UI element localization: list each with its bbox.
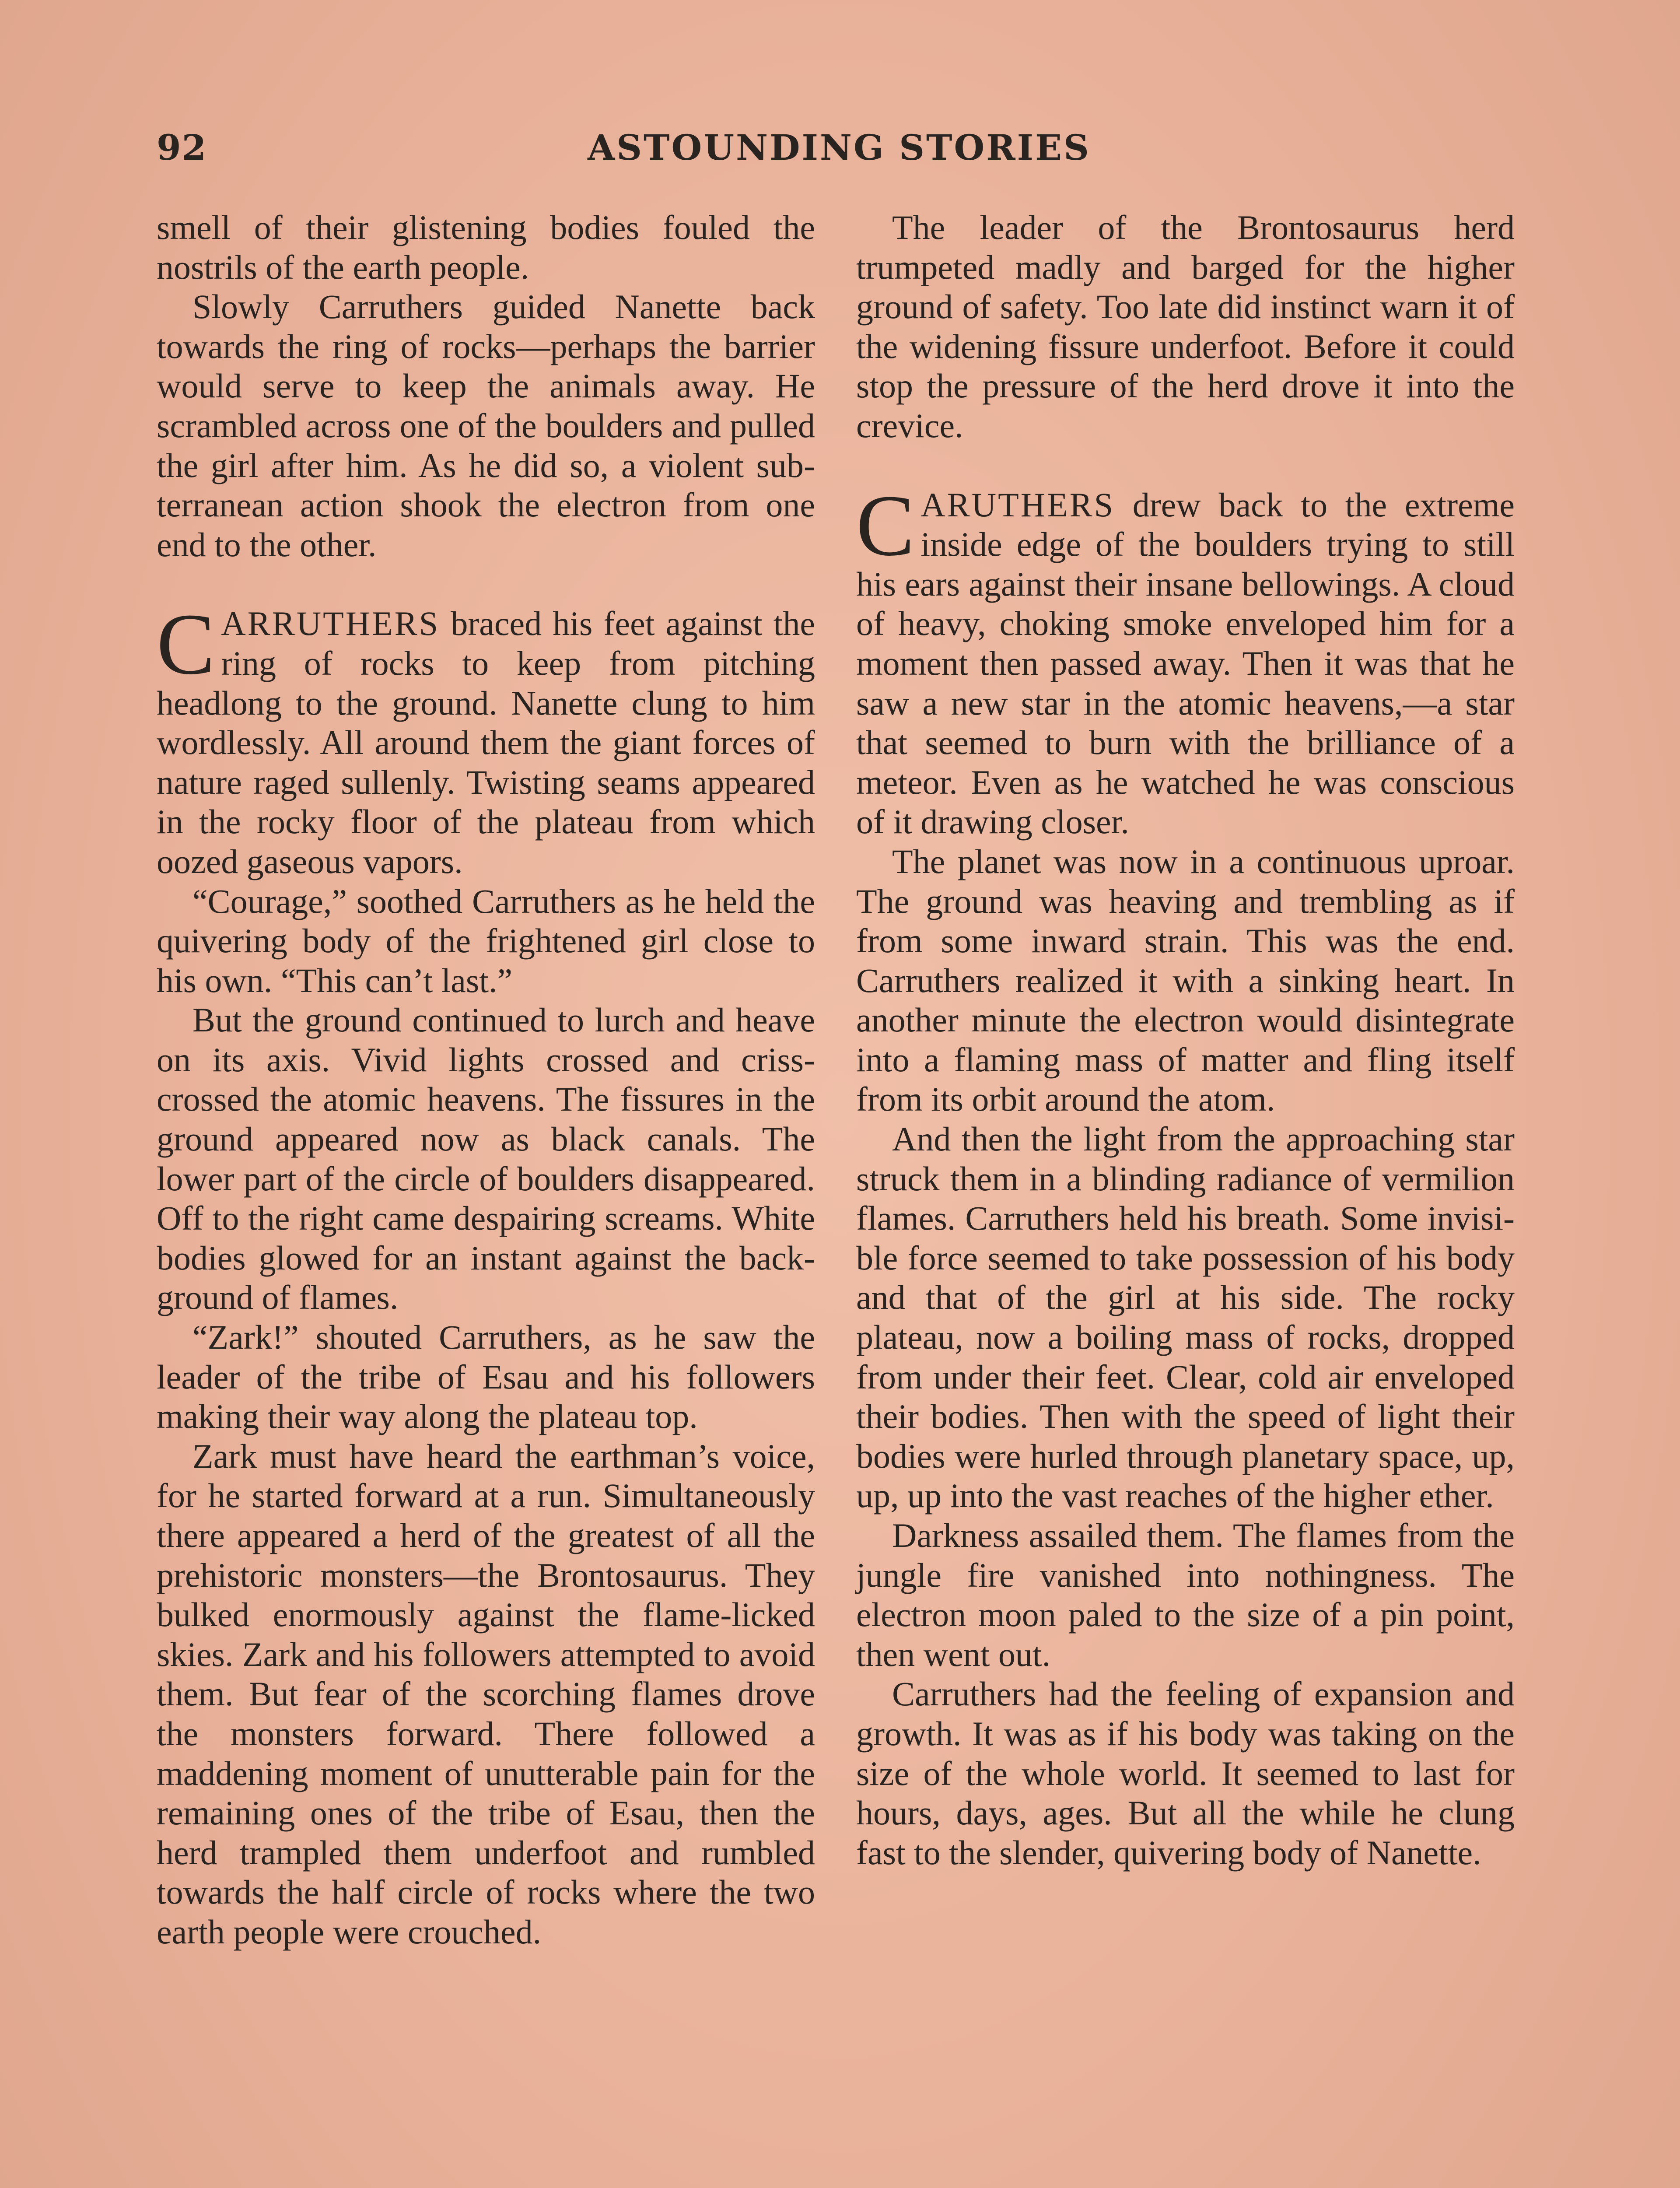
paragraph: “Courage,” soothed Carruthers as he held the quivering body of the frightened girl close to his own. “This can’t last.” [157, 882, 815, 999]
running-title: ASTOUNDING STORIES [588, 127, 1091, 168]
left-column [157, 208, 815, 1952]
paragraph-text: braced his feet against the ring of rocks to keep from pitching headlong to the ground. Nanette clung to him wordlessly. All around them the giant forces of nature raged sullenly. Twisting seams appeared in the rocky floor of the plateau from which oozed gaseous vapors. [157, 604, 815, 880]
section-opening-paragraph [157, 596, 815, 881]
opening-word: ARUTHERS [920, 485, 1115, 524]
page-number: 92 [157, 127, 207, 168]
paragraph: smell of their glistening bodies fouled the nostrils of the earth people. [157, 208, 815, 286]
drop-cap: C [157, 596, 215, 693]
paragraph: Carruthers had the feeling of expansion and growth. It was as if his body was taking on the size of the whole world. It seemed to last for hours, days, ages. But all the while he clung fast to the slender, quivering body of Nanette. [856, 1675, 1515, 1872]
opening-word: ARRUTHERS [221, 604, 440, 643]
paragraph: The planet was now in a continuous uproar. The ground was heaving and trembling as if from some inward strain. This was the end. Carruthers realized it with a sinking heart. In another minute the electron would disintegrate into a flaming mass of matter and fling itself from its orbit around the atom. [856, 842, 1515, 1119]
paragraph-text: drew back to the extreme inside edge of the boulders trying to still his ears against their insane bellowings. A cloud of heavy, choking smoke enveloped him for a moment then passed away. Then it was that he saw a new star in the atomic heavens,—a star that seemed to burn with the brilliance of a meteor. Even as he watched he was conscious of it drawing closer. [856, 485, 1515, 841]
paragraph: But the ground continued to lurch and heave on its axis. Vivid lights crossed and criss-crossed the atomic heavens. The fissures in the ground appeared now as black canals. The lower part of the circle of boulders disappeared. Off to the right came despairing screams. White bodies glowed for an instant against the background of flames. [157, 1001, 815, 1317]
paragraph: Zark must have heard the earthman’s voice, for he started forward at a run. Simultaneously there appeared a herd of the greatest of all the prehistoric monsters—the Brontosaurus. They bulked enormously against the flame-licked skies. Zark and his followers attempted to avoid them. But fear of the scorching flames drove the monsters forward. There followed a maddening moment of unutterable pain for the remaining ones of the tribe of Esau, then the herd trampled them underfoot and rumbled towards the half circle of rocks where the two earth people were crouched. [157, 1437, 815, 1951]
right-column [856, 208, 1515, 1872]
page-header [157, 127, 1522, 175]
paragraph: The leader of the Brontosaurus herd trumpeted madly and barged for the higher ground of safety. Too late did instinct warn it of the widening fissure underfoot. Before it could stop the pressure of the herd drove it into the crevice. [856, 208, 1515, 445]
paragraph: And then the light from the approaching star struck them in a blinding radiance of vermilion flames. Carruthers held his breath. Some invisible force seemed to take possession of his body and that of the girl at his side. The rocky plateau, now a boiling mass of rocks, dropped from under their feet. Clear, cold air enveloped their bodies. Then with the speed of light their bodies were hurled through planetary space, up, up, up into the vast reaches of the higher ether. [856, 1120, 1515, 1515]
paragraph: Slowly Carruthers guided Nanette back towards the ring of rocks—perhaps the barrier would serve to keep the animals away. He scrambled across one of the boulders and pulled the girl after him. As he did so, a violent subterranean action shook the electron from one end to the other. [157, 288, 815, 564]
drop-cap: C [856, 477, 915, 574]
paragraph: “Zark!” shouted Carruthers, as he saw the leader of the tribe of Esau and his followers making their way along the plateau top. [157, 1318, 815, 1436]
section-opening-paragraph [856, 477, 1515, 842]
paragraph: Darkness assailed them. The flames from the jungle fire vanished into nothingness. The electron moon paled to the size of a pin point, then went out. [856, 1516, 1515, 1673]
